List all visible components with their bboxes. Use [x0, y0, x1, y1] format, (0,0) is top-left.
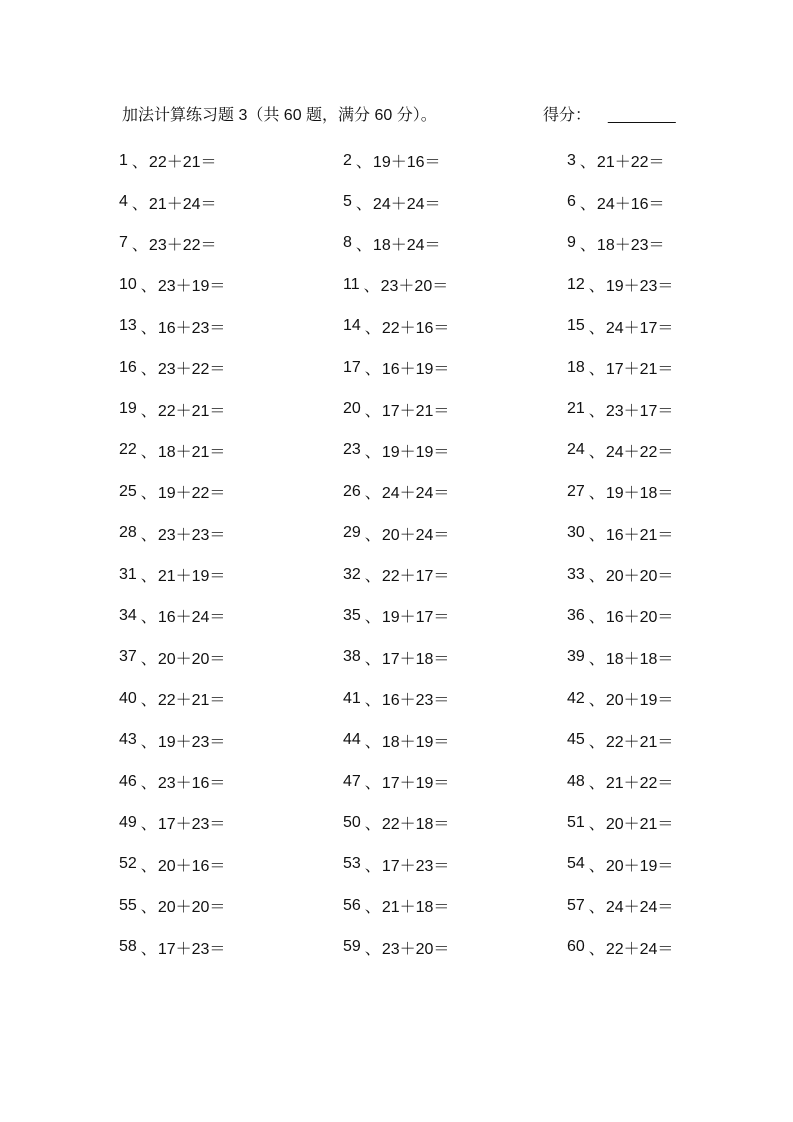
- problem-separator: 、: [140, 319, 157, 337]
- problem-expression: 21＋22＝: [605, 775, 674, 793]
- problem-number: 35: [343, 606, 361, 624]
- problem-separator: 、: [588, 857, 605, 875]
- problem-number: 24: [567, 441, 585, 459]
- problem-expression: 19＋23＝: [157, 733, 226, 751]
- problem-separator: 、: [364, 609, 381, 627]
- problem-expression: 20＋16＝: [157, 857, 226, 875]
- problem-item: [343, 430, 567, 471]
- problem-separator: 、: [140, 733, 157, 751]
- problem-expression: 22＋24＝: [605, 940, 674, 958]
- problem-expression: 16＋23＝: [157, 319, 226, 337]
- problem-item: [119, 388, 343, 429]
- problem-separator: 、: [588, 278, 605, 296]
- problem-expression: 23＋19＝: [157, 278, 226, 296]
- problem-number: 53: [343, 855, 361, 873]
- problem-number: 52: [119, 855, 137, 873]
- problem-item: [343, 181, 567, 222]
- problem-number: 14: [343, 317, 361, 335]
- problem-number: 51: [567, 813, 585, 831]
- problem-number: 12: [567, 275, 585, 293]
- problem-item: [119, 181, 343, 222]
- problem-number: 57: [567, 896, 585, 914]
- problem-number: 41: [343, 689, 361, 707]
- problem-separator: 、: [588, 775, 605, 793]
- problem-expression: 18＋19＝: [381, 733, 450, 751]
- problem-number: 48: [567, 772, 585, 790]
- problem-number: 50: [343, 813, 361, 831]
- problem-separator: 、: [364, 857, 381, 875]
- problem-expression: 24＋22＝: [605, 443, 674, 461]
- problem-number: 43: [119, 731, 137, 749]
- problem-separator: 、: [364, 650, 381, 668]
- problem-number: 39: [567, 648, 585, 666]
- problem-separator: 、: [355, 236, 372, 254]
- problem-number: 30: [567, 524, 585, 542]
- problem-item: [119, 140, 343, 181]
- problem-separator: 、: [364, 319, 381, 337]
- problem-expression: 21＋22＝: [596, 154, 665, 172]
- problem-separator: 、: [588, 692, 605, 710]
- problem-expression: 22＋16＝: [381, 319, 450, 337]
- problem-number: 15: [567, 317, 585, 335]
- problem-separator: 、: [588, 816, 605, 834]
- problem-separator: 、: [140, 857, 157, 875]
- problem-item: [567, 181, 791, 222]
- problem-separator: 、: [364, 733, 381, 751]
- problem-separator: 、: [355, 154, 372, 172]
- problem-number: 25: [119, 482, 137, 500]
- problem-separator: 、: [140, 485, 157, 503]
- problem-expression: 24＋24＝: [381, 485, 450, 503]
- problem-separator: 、: [131, 236, 148, 254]
- problem-number: 13: [119, 317, 137, 335]
- problem-item: [567, 719, 791, 760]
- problem-expression: 17＋23＝: [381, 857, 450, 875]
- problem-item: [343, 306, 567, 347]
- problem-expression: 19＋17＝: [381, 609, 450, 627]
- problem-separator: 、: [140, 775, 157, 793]
- problem-item: [567, 761, 791, 802]
- problem-item: [343, 223, 567, 264]
- problem-number: 40: [119, 689, 137, 707]
- problem-item: [343, 388, 567, 429]
- problem-expression: 24＋24＝: [372, 195, 441, 213]
- problem-separator: 、: [579, 154, 596, 172]
- problem-separator: 、: [588, 609, 605, 627]
- problem-number: 29: [343, 524, 361, 542]
- problem-number: 11: [343, 275, 360, 293]
- problem-expression: 20＋19＝: [605, 692, 674, 710]
- problem-number: 17: [343, 358, 361, 376]
- problem-item: [343, 637, 567, 678]
- problem-item: [343, 844, 567, 885]
- problem-item: [343, 595, 567, 636]
- problem-item: [119, 926, 343, 967]
- problem-expression: 17＋19＝: [381, 775, 450, 793]
- problem-number: 27: [567, 482, 585, 500]
- problem-item: [343, 802, 567, 843]
- problem-expression: 17＋18＝: [381, 650, 450, 668]
- problem-number: 23: [343, 441, 361, 459]
- problem-separator: 、: [588, 650, 605, 668]
- problem-item: [119, 678, 343, 719]
- problem-number: 19: [119, 400, 137, 418]
- problem-expression: 16＋23＝: [381, 692, 450, 710]
- problem-item: [343, 513, 567, 554]
- problem-number: 46: [119, 772, 137, 790]
- problem-separator: 、: [364, 443, 381, 461]
- problem-item: [119, 595, 343, 636]
- problem-number: 18: [567, 358, 585, 376]
- problem-number: 37: [119, 648, 137, 666]
- problem-number: 54: [567, 855, 585, 873]
- problem-number: 2: [343, 151, 352, 169]
- problem-item: [119, 264, 343, 305]
- problem-separator: 、: [588, 402, 605, 420]
- problem-expression: 20＋20＝: [157, 899, 226, 917]
- problem-number: 31: [119, 565, 137, 583]
- problem-number: 21: [567, 400, 585, 418]
- problem-item: [119, 719, 343, 760]
- problem-expression: 22＋21＝: [157, 692, 226, 710]
- problem-separator: 、: [588, 733, 605, 751]
- problem-item: [119, 513, 343, 554]
- problem-expression: 16＋21＝: [605, 526, 674, 544]
- problem-expression: 18＋24＝: [372, 236, 441, 254]
- problem-expression: 23＋22＝: [148, 236, 217, 254]
- problem-number: 22: [119, 441, 137, 459]
- problem-expression: 17＋21＝: [381, 402, 450, 420]
- problem-expression: 21＋19＝: [157, 568, 226, 586]
- problem-item: [567, 513, 791, 554]
- problem-number: 7: [119, 234, 128, 252]
- problem-number: 5: [343, 193, 352, 211]
- problem-item: [343, 471, 567, 512]
- problem-expression: 16＋24＝: [157, 609, 226, 627]
- problem-separator: 、: [140, 609, 157, 627]
- problem-expression: 23＋22＝: [157, 361, 226, 379]
- problem-item: [567, 802, 791, 843]
- problem-item: [119, 471, 343, 512]
- problem-item: [343, 347, 567, 388]
- problem-number: 47: [343, 772, 361, 790]
- score-label: 得分：: [543, 107, 592, 124]
- problem-expression: 17＋23＝: [157, 816, 226, 834]
- problem-separator: 、: [355, 195, 372, 213]
- problem-expression: 20＋19＝: [605, 857, 674, 875]
- score-blank-line: ________: [608, 107, 676, 124]
- problem-separator: 、: [140, 568, 157, 586]
- problem-item: [567, 595, 791, 636]
- problem-expression: 19＋22＝: [157, 485, 226, 503]
- problem-separator: 、: [364, 526, 381, 544]
- problem-separator: 、: [140, 443, 157, 461]
- problem-item: [119, 223, 343, 264]
- worksheet-title: 加法计算练习题 3（共 60 题，满分 60 分）。: [122, 107, 437, 124]
- problem-expression: 17＋23＝: [157, 940, 226, 958]
- problem-item: [119, 761, 343, 802]
- problem-separator: 、: [364, 485, 381, 503]
- problem-separator: 、: [140, 650, 157, 668]
- problem-number: 20: [343, 400, 361, 418]
- problem-separator: 、: [588, 485, 605, 503]
- problem-separator: 、: [588, 940, 605, 958]
- problem-separator: 、: [131, 195, 148, 213]
- problem-expression: 22＋21＝: [605, 733, 674, 751]
- problem-separator: 、: [364, 568, 381, 586]
- problem-separator: 、: [140, 899, 157, 917]
- problem-separator: 、: [364, 816, 381, 834]
- problem-item: [567, 471, 791, 512]
- problem-item: [567, 637, 791, 678]
- problem-separator: 、: [131, 154, 148, 172]
- problem-number: 55: [119, 896, 137, 914]
- problem-expression: 21＋24＝: [148, 195, 217, 213]
- problem-item: [567, 926, 791, 967]
- problem-separator: 、: [140, 940, 157, 958]
- problem-expression: 23＋20＝: [381, 940, 450, 958]
- problem-item: [343, 719, 567, 760]
- problem-number: 28: [119, 524, 137, 542]
- problem-separator: 、: [140, 402, 157, 420]
- problem-item: [567, 347, 791, 388]
- problem-expression: 20＋24＝: [381, 526, 450, 544]
- problem-number: 44: [343, 731, 361, 749]
- problem-separator: 、: [364, 402, 381, 420]
- problem-item: [119, 430, 343, 471]
- problem-item: [119, 554, 343, 595]
- problem-separator: 、: [588, 319, 605, 337]
- problem-separator: 、: [588, 526, 605, 544]
- problem-item: [343, 926, 567, 967]
- problem-grid: [119, 140, 791, 968]
- problem-expression: 17＋21＝: [605, 361, 674, 379]
- problem-number: 32: [343, 565, 361, 583]
- problem-number: 1: [119, 151, 128, 169]
- problem-expression: 23＋17＝: [605, 402, 674, 420]
- problem-item: [567, 140, 791, 181]
- problem-number: 9: [567, 234, 576, 252]
- problem-expression: 18＋21＝: [157, 443, 226, 461]
- problem-expression: 22＋17＝: [381, 568, 450, 586]
- problem-expression: 20＋20＝: [605, 568, 674, 586]
- problem-number: 34: [119, 606, 137, 624]
- problem-item: [119, 347, 343, 388]
- problem-separator: 、: [579, 195, 596, 213]
- problem-expression: 18＋18＝: [605, 650, 674, 668]
- problem-number: 42: [567, 689, 585, 707]
- problem-number: 8: [343, 234, 352, 252]
- problem-expression: 23＋23＝: [157, 526, 226, 544]
- problem-expression: 24＋24＝: [605, 899, 674, 917]
- problem-separator: 、: [140, 278, 157, 296]
- problem-separator: 、: [588, 568, 605, 586]
- problem-number: 60: [567, 938, 585, 956]
- problem-number: 16: [119, 358, 137, 376]
- problem-expression: 19＋18＝: [605, 485, 674, 503]
- problem-item: [567, 223, 791, 264]
- problem-item: [119, 306, 343, 347]
- problem-number: 4: [119, 193, 128, 211]
- problem-separator: 、: [579, 236, 596, 254]
- problem-separator: 、: [140, 816, 157, 834]
- problem-separator: 、: [364, 899, 381, 917]
- problem-separator: 、: [363, 278, 380, 296]
- problem-number: 58: [119, 938, 137, 956]
- problem-item: [343, 140, 567, 181]
- problem-item: [343, 885, 567, 926]
- problem-item: [567, 844, 791, 885]
- problem-expression: 16＋20＝: [605, 609, 674, 627]
- problem-number: 26: [343, 482, 361, 500]
- problem-item: [119, 885, 343, 926]
- problem-separator: 、: [140, 526, 157, 544]
- problem-number: 38: [343, 648, 361, 666]
- problem-expression: 23＋20＝: [380, 278, 449, 296]
- problem-item: [343, 554, 567, 595]
- problem-separator: 、: [364, 361, 381, 379]
- problem-number: 59: [343, 938, 361, 956]
- problem-item: [567, 264, 791, 305]
- problem-item: [343, 678, 567, 719]
- problem-item: [119, 637, 343, 678]
- problem-expression: 20＋20＝: [157, 650, 226, 668]
- problem-number: 49: [119, 813, 137, 831]
- problem-number: 10: [119, 275, 137, 293]
- problem-number: 3: [567, 151, 576, 169]
- problem-item: [119, 802, 343, 843]
- problem-expression: 16＋19＝: [381, 361, 450, 379]
- problem-separator: 、: [364, 775, 381, 793]
- problem-separator: 、: [588, 443, 605, 461]
- problem-item: [567, 885, 791, 926]
- problem-separator: 、: [140, 692, 157, 710]
- problem-separator: 、: [140, 361, 157, 379]
- problem-number: 56: [343, 896, 361, 914]
- problem-item: [567, 306, 791, 347]
- problem-item: [343, 761, 567, 802]
- problem-expression: 20＋21＝: [605, 816, 674, 834]
- problem-expression: 24＋16＝: [596, 195, 665, 213]
- problem-item: [119, 844, 343, 885]
- problem-expression: 22＋18＝: [381, 816, 450, 834]
- problem-separator: 、: [364, 692, 381, 710]
- problem-expression: 19＋16＝: [372, 154, 441, 172]
- problem-number: 36: [567, 606, 585, 624]
- problem-expression: 19＋23＝: [605, 278, 674, 296]
- problem-number: 33: [567, 565, 585, 583]
- problem-separator: 、: [364, 940, 381, 958]
- problem-expression: 21＋18＝: [381, 899, 450, 917]
- problem-item: [343, 264, 567, 305]
- problem-item: [567, 678, 791, 719]
- problem-number: 45: [567, 731, 585, 749]
- problem-expression: 19＋19＝: [381, 443, 450, 461]
- problem-item: [567, 430, 791, 471]
- problem-expression: 23＋16＝: [157, 775, 226, 793]
- problem-separator: 、: [588, 899, 605, 917]
- problem-item: [567, 388, 791, 429]
- problem-separator: 、: [588, 361, 605, 379]
- problem-number: 6: [567, 193, 576, 211]
- problem-expression: 22＋21＝: [157, 402, 226, 420]
- problem-item: [567, 554, 791, 595]
- problem-expression: 22＋21＝: [148, 154, 217, 172]
- problem-expression: 24＋17＝: [605, 319, 674, 337]
- problem-expression: 18＋23＝: [596, 236, 665, 254]
